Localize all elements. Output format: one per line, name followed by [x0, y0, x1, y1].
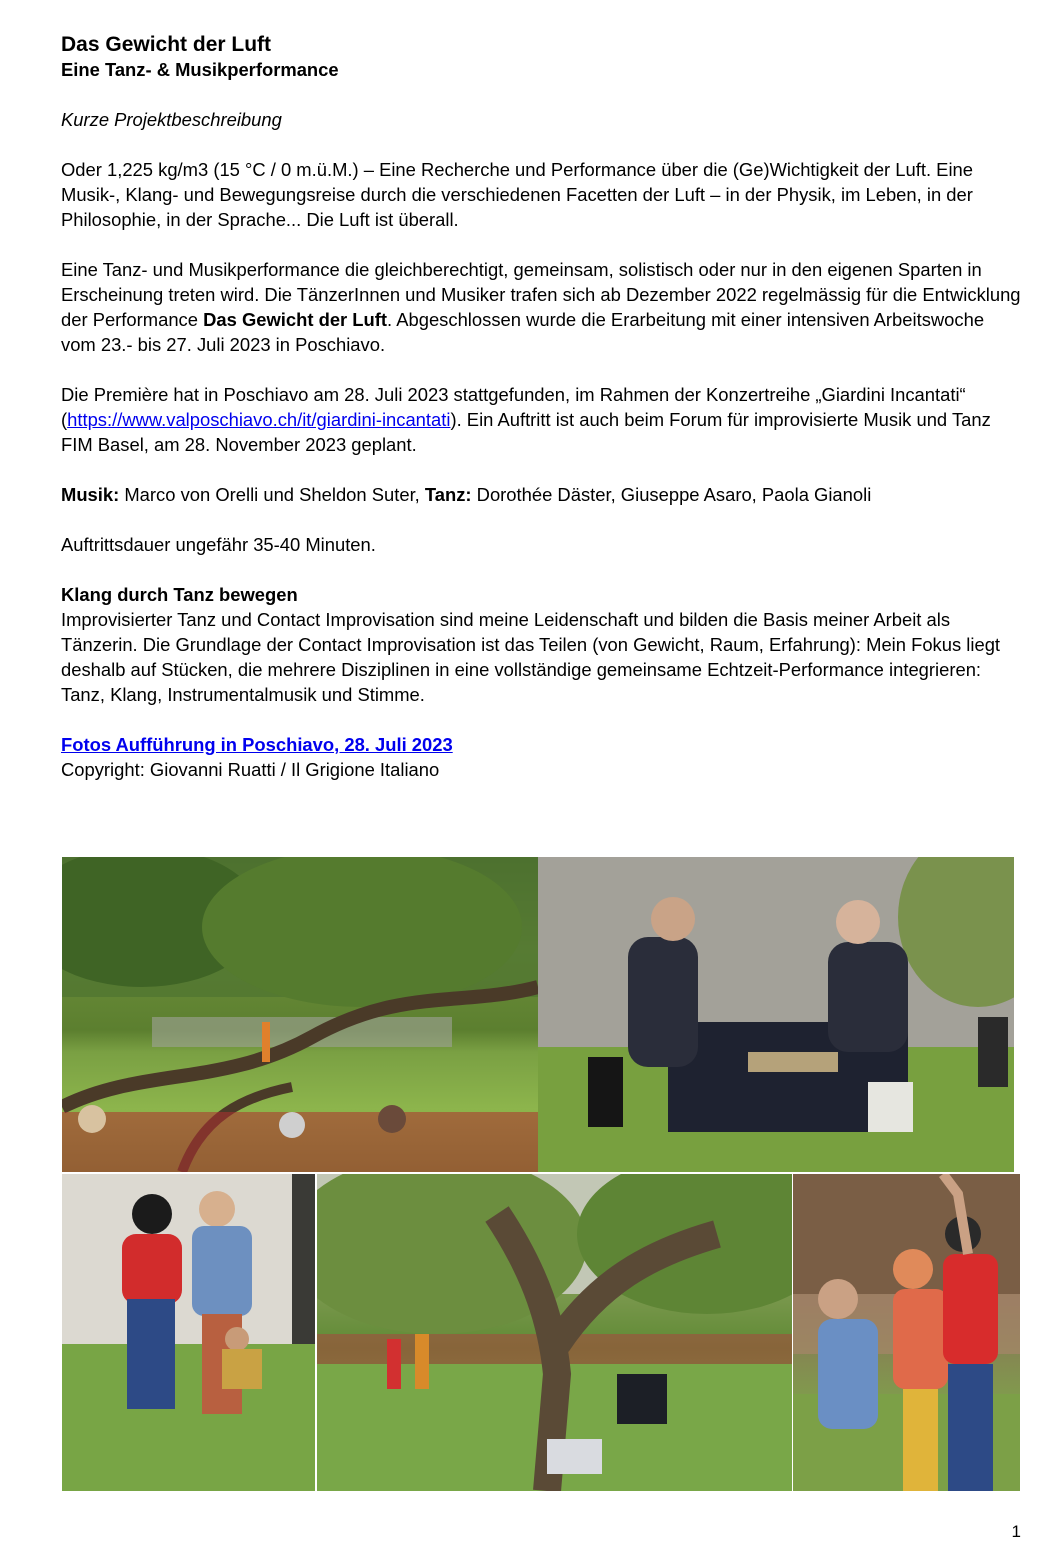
photo-musicians: [538, 857, 1014, 1172]
credits-line: Musik: Marco von Orelli und Sheldon Suter, Tanz: Dorothée Däster, Giuseppe Asaro, Paola Gianoli: [61, 484, 872, 505]
copyright-line: Copyright: Giovanni Ruatti / Il Grigione Italiano: [61, 759, 440, 780]
document-body: [61, 32, 1021, 782]
process-paragraph: Eine Tanz- und Musikperformance die gleichberechtigt, gemeinsam, solistisch oder nur in den eigenen Sparten in Erscheinung treten wird. Die TänzerInnen und Musiker trafen sich ab Dezember 2022 regelmässig für die Entwicklung der Performance Das Gewicht der Luft. Abgeschlossen wurde die Erarbeitung mit einer intensiven Arbeitswoche vom 23.- bis 27. Juli 2023 in Poschiavo.: [61, 259, 1021, 355]
premiere-paragraph: Die Première hat in Poschiavo am 28. Juli 2023 stattgefunden, im Rahmen der Konzertreihe „Giardini Incantati“ (https://www.valposchiavo.ch/it/giardini-incantati). Ein Auftritt ist auch beim Forum für improvisierte Musik und Tanz FIM Basel, am 28. November 2023 geplant.: [61, 384, 991, 455]
section2-paragraph: Improvisierter Tanz und Contact Improvisation sind meine Leidenschaft und bilden die Basis meiner Arbeit als Tänzerin. Die Grundlage der Contact Improvisation ist das Teilen (von Gewicht, Raum, Erfahrung): Mein Fokus liegt deshalb auf Stücken, die mehrere Disziplinen in eine vollständige gemeinsame Echtzeit-Performance integrieren: Tanz, Klang, Instrumentalmusik und Stimme.: [61, 609, 1001, 705]
section2-title: Klang durch Tanz bewegen: [61, 584, 298, 605]
page-number: 1: [1011, 1522, 1021, 1541]
giardini-link[interactable]: https://www.valposchiavo.ch/it/giardini-incantati: [67, 409, 451, 430]
photo-collage: [62, 857, 1020, 1491]
duration-line: Auftrittsdauer ungefähr 35-40 Minuten.: [61, 534, 376, 555]
photo-tree-performance: [317, 1174, 792, 1491]
photos-link-line: [61, 732, 1021, 757]
page-subtitle: Eine Tanz- & Musikperformance: [61, 59, 339, 80]
photo-dance-closeup: [793, 1174, 1020, 1491]
page-title: Das Gewicht der Luft: [61, 33, 272, 56]
intro-paragraph: Oder 1,225 kg/m3 (15 °C / 0 m.ü.M.) – Eine Recherche und Performance über die (Ge)Wichtigkeit der Luft. Eine Musik-, Klang- und Bewegungsreise durch die verschiedenen Facetten der Luft – in der Physik, im Leben, in der Philosophie, in der Sprache... Die Luft ist überall.: [61, 159, 973, 230]
photo-garden-audience: [62, 857, 538, 1172]
section-label: Kurze Projektbeschreibung: [61, 109, 282, 130]
photo-dance-duo: [62, 1174, 315, 1491]
photos-link[interactable]: Fotos Aufführung in Poschiavo, 28. Juli 2023: [61, 734, 453, 755]
